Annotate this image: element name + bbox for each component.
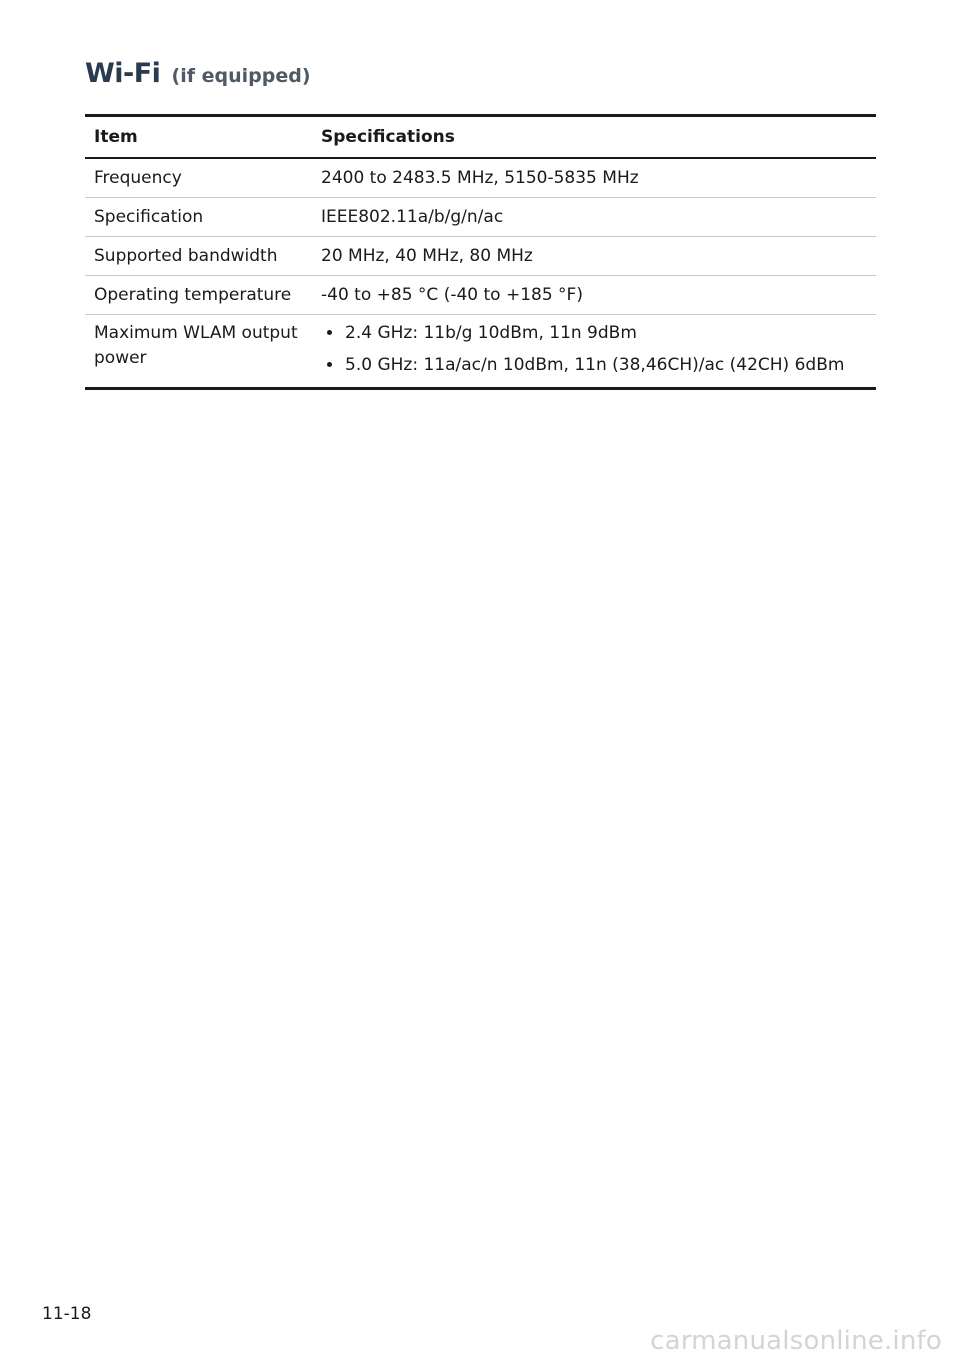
spec-cell: 20 MHz, 40 MHz, 80 MHz (312, 237, 876, 276)
list-item (321, 317, 876, 349)
spec-bullet-list (321, 317, 876, 381)
spec-table (85, 114, 876, 390)
spec-cell: IEEE802.11a/b/g/n/ac (312, 198, 876, 237)
list-item-text: 2.4 GHz: 11b/g 10dBm, 11n 9dBm (345, 323, 637, 343)
column-header-item: Item (94, 127, 138, 147)
section-heading (85, 58, 311, 89)
list-item-text: 5.0 GHz: 11a/ac/n 10dBm, 11n (38,46CH)/ac (42CH) 6dBm (345, 355, 845, 375)
watermark: carmanualsonline.info (650, 1326, 942, 1356)
table-row (85, 237, 876, 276)
item-cell: Frequency (85, 158, 312, 198)
table-row (85, 198, 876, 237)
item-cell: Maximum WLAM output power (85, 315, 312, 389)
item-cell: Supported bandwidth (85, 237, 312, 276)
column-header-specifications: Specifications (321, 127, 455, 147)
spec-cell: 2400 to 2483.5 MHz, 5150-5835 MHz (312, 158, 876, 198)
spec-cell: -40 to +85 °C (-40 to +185 °F) (312, 276, 876, 315)
page-number: 11-18 (42, 1304, 92, 1324)
table-header-row (85, 116, 876, 159)
table-row (85, 158, 876, 198)
section-subtitle: (if equipped) (171, 65, 311, 87)
section-title: Wi-Fi (85, 58, 161, 89)
item-cell: Specification (85, 198, 312, 237)
list-item (321, 349, 876, 381)
bullet-icon (327, 330, 332, 335)
bullet-icon (327, 362, 332, 367)
table-row (85, 315, 876, 389)
spec-cell (312, 315, 876, 389)
item-cell: Operating temperature (85, 276, 312, 315)
table-row (85, 276, 876, 315)
